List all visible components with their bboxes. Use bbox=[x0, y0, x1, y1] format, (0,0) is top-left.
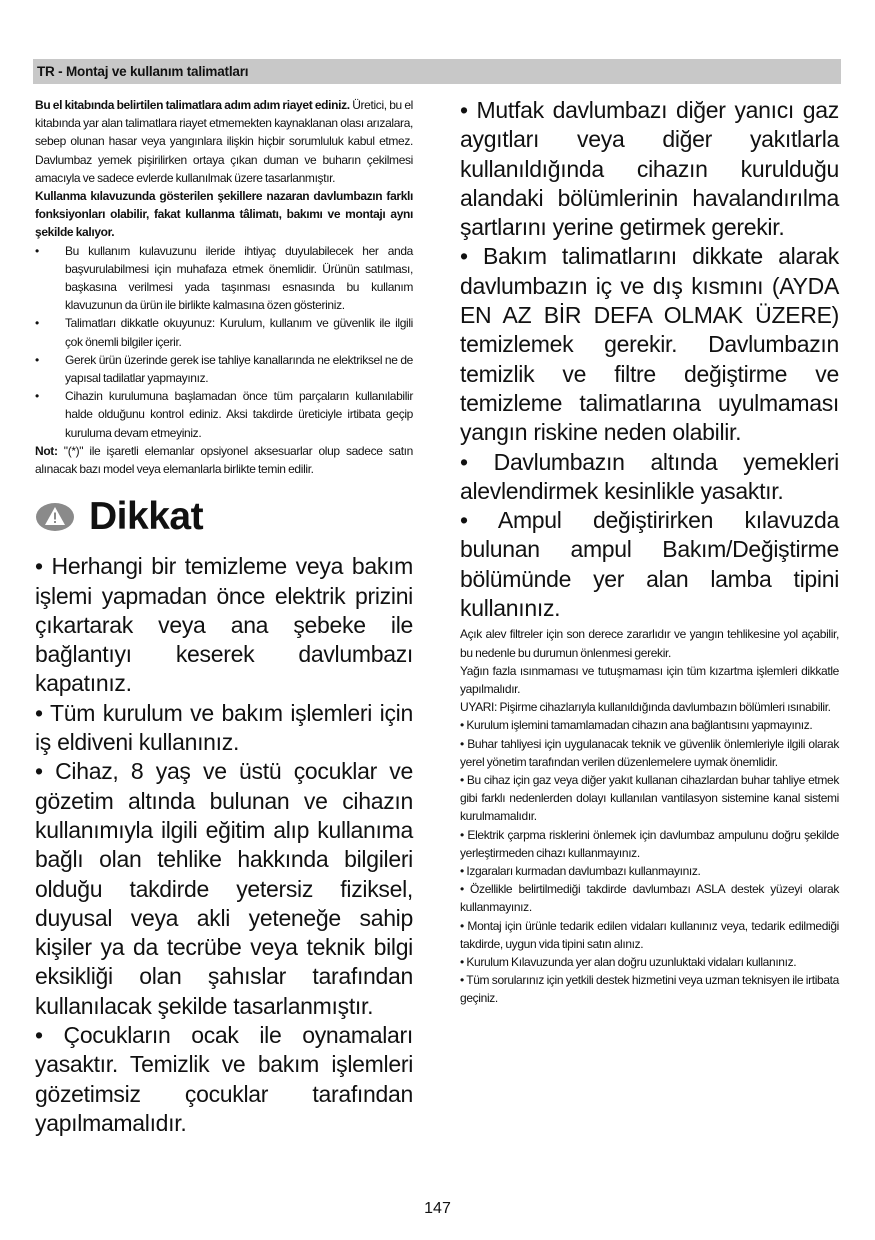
list-item: • Gerek ürün üzerinde gerek ise tahliye kanallarında ne elektriksel ne de yapısal tadilatlar yapmayınız. bbox=[35, 351, 413, 387]
note-item: Açık alev filtreler için son derece zararlıdır ve yangın tehlikesine yol açabilir, bu nedenle bu durumun önlenmesi gerekir. bbox=[460, 627, 839, 660]
note-item: • Bu cihaz için gaz veya diğer yakıt kullanan cihazlardan buhar tahliye etmek gibi farklı nedenlerden dolayı kullanılan vantilasyon sistemine kanal sistemi kurulmamalıdır. bbox=[460, 772, 839, 824]
list-item: • Cihazin kurulumuna başlamadan önce tüm parçaların kullanılabilir halde olduğunu kontrol ediniz. Aksi takdirde üreticiyle irtibata geçip kuruluma devam etmeyiniz. bbox=[35, 387, 413, 442]
note-paragraph bbox=[35, 442, 413, 478]
note-item: • Özellikle belirtilmediği takdirde davlumbazı ASLA destek yüzeyi olarak kullanmayınız. bbox=[460, 882, 839, 915]
list-item: • Talimatları dikkatle okuyunuz: Kurulum, kullanım ve güvenlik ile ilgili çok önemli bilgiler içerir. bbox=[35, 314, 413, 350]
safety-paragraph: • Mutfak davlumbazı diğer yanıcı gaz aygıtları veya diğer yakıtlarla kullanıldığında cihazın kurulduğu alandaki bölümlerinin havalandırılma şartlarını yerine getirmek gerekir. bbox=[460, 97, 839, 241]
warning-paragraphs bbox=[35, 552, 413, 1138]
note-item: Yağın fazla ısınmaması ve tutuşmaması için tüm kızartma işlemleri dikkatle yapılmalıdır. bbox=[460, 663, 839, 696]
warning-heading bbox=[35, 494, 413, 540]
page-number: 147 bbox=[424, 1200, 451, 1217]
warning-paragraph: • Çocukların ocak ile oynamaları yasaktır. Temizlik ve bakım işlemleri gözetimsiz çocuklar tarafından yapılmamalıdır. bbox=[35, 1022, 413, 1136]
intro-text: Üretici, bu el kitabında yar alan talimatlara riayet etmemekten kaynaklanan olası arızalara, sebep olunan hasar veya yangınlara ilişkin hiçbir sorumluluk kabul etmez. Davlumbaz yemek pişirilirken ortaya çıkan duman ve buharın çekilmesi amacıyla ve sadece evlerde kullanılmak üzere tasarlanmıştır. bbox=[35, 98, 413, 185]
note-item: UYARI: Pişirme cihazlarıyla kullanıldığında davlumbazın bölümleri ısınabilir. bbox=[460, 700, 831, 715]
notice-paragraph bbox=[35, 187, 413, 242]
note-item: • Elektrik çarpma risklerini önlemek için davlumbaz ampulunu doğru şekilde yerleştirmeden cihazı kullanmayınız. bbox=[460, 827, 839, 860]
note-label: Not: bbox=[35, 443, 58, 458]
note-item: • Montaj için ürünle tedarik edilen vidaları kullanınız veya, tedarik edilmediği takdirde, uygun vida tipini satın alınız. bbox=[460, 918, 839, 951]
note-item: • Kurulum işlemini tamamlamadan cihazın ana bağlantısını yapmayınız. bbox=[460, 718, 813, 733]
intro-paragraph bbox=[35, 96, 413, 187]
notice-bold: Kullanma kılavuzunda gösterilen şekillere nazaran davlumbazın farklı fonksiyonları olabilir, fakat kullanma tâlimatı, bakımı ve montajı aynı şekilde kalıyor. bbox=[35, 189, 413, 240]
note-item: • Kurulum Kılavuzunda yer alan doğru uzunluktaki vidaları kullanınız. bbox=[460, 955, 797, 969]
warning-icon bbox=[35, 502, 75, 532]
safety-notes bbox=[460, 625, 839, 1007]
safety-paragraph: • Davlumbazın altında yemekleri alevlendirmek kesinlikle yasaktır. bbox=[460, 448, 839, 504]
safety-paragraph: • Ampul değiştirirken kılavuzda bulunan ampul Bakım/Değiştirme bölümünde yer alan lamba tipini kullanınız. bbox=[460, 507, 839, 622]
right-column bbox=[460, 96, 839, 1008]
warning-paragraph: • Cihaz, 8 yaş ve üstü çocuklar ve gözetim altında bulunan ve cihazın kullanımıyla ilgili eğitim alıp kullanıma bağlı olan tehlike hakkında bilgileri olduğu takdirde yetersiz fiziksel, duyusal veya akli yeteneğe sahip kişiler ya da tecrübe veya teknik bilgi eksikliği olan şahıslar tarafından kullanılacak şekilde tasarlanmıştır. bbox=[35, 758, 413, 1019]
safety-paragraph: • Bakım talimatlarını dikkate alarak davlumbazın iç ve dış kısmını (AYDA EN AZ BİR DEFA OLMAK ÜZERE) temizlemek gerekir. Davlumbazın temizlik ve filtre değiştirme ve temizleme talimatlarına uyulmaması yangın riskine neden olabilir. bbox=[460, 243, 839, 446]
left-column bbox=[35, 96, 413, 1138]
intro-bold: Bu el kitabında belirtilen talimatlara adım adım riayet ediniz. bbox=[35, 98, 350, 112]
section-header: TR - Montaj ve kullanım talimatları bbox=[33, 59, 841, 84]
instruction-list bbox=[35, 242, 413, 442]
warning-title: Dikkat bbox=[89, 495, 204, 539]
note-item: • Tüm sorularınız için yetkili destek hizmetini veya uzman teknisyen ile irtibata geçiniz. bbox=[460, 973, 839, 1006]
note-item: • Izgaraları kurmadan davlumbazı kullanmayınız. bbox=[460, 863, 701, 878]
warning-paragraph: • Herhangi bir temizleme veya bakım işlemi yapmadan önce elektrik prizini çıkartarak veya ana şebeke ile bağlantıyı keserek davlumbazı kapatınız. bbox=[35, 553, 413, 697]
warning-paragraph: • Tüm kurulum ve bakım işlemleri için iş eldiveni kullanınız. bbox=[35, 699, 413, 756]
note-item: • Buhar tahliyesi için uygulanacak teknik ve güvenlik önlemleriyle ilgili olarak yerel yönetim tarafından verilen düzenlemelere uymak önemlidir. bbox=[460, 736, 839, 769]
list-item: • Bu kullanım kulavuzunu ileride ihtiyaç duyulabilecek her anda başvurulabilmesi için muhafaza etmek önemlidir. Ürünün satılması, başkasına verilmesi yada taşınması esnasında bu kullanım klavuzunun da ürün ile birlikte kalmasına özen gösteriniz. bbox=[35, 242, 413, 315]
note-text: "(*)" ile işaretli elemanlar opsiyonel aksesuarlar olup sadece satın alınacak bazı model veya elemanlarla birlikte temin edilir. bbox=[35, 443, 413, 477]
